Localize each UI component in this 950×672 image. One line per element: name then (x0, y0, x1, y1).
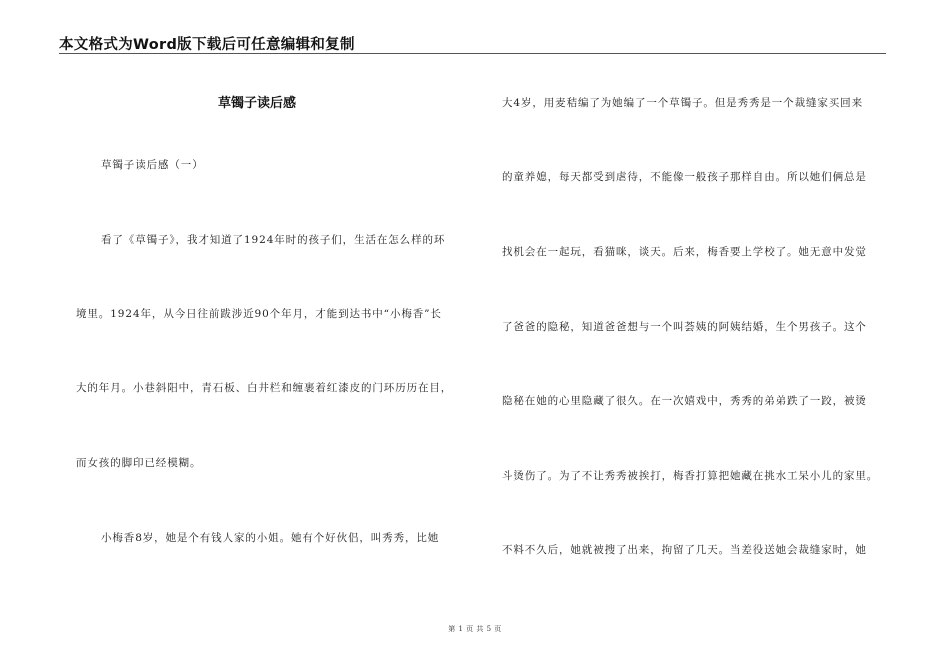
paragraph-line: 大4岁，用麦秸编了为她编了一个草镯子。但是秀秀是一个裁缝家买回来 (502, 97, 863, 109)
paragraph-line: 了爸爸的隐秘，知道爸爸想与一个叫荟姨的阿姨结婚，生个男孩子。这个 (502, 321, 867, 333)
paragraph-line: 而女孩的脚印已经模糊。 (76, 457, 202, 469)
page-number-footer: 第 1 页 共 5 页 (448, 625, 502, 633)
paragraph-line: 斗烫伤了。为了不让秀秀被挨打，梅香打算把她藏在挑水工呆小儿的家里。 (502, 470, 879, 482)
document-header (59, 33, 886, 54)
paragraph-line: 不料不久后，她就被搜了出来，拘留了几天。当差役送她会裁缝家时，她 (502, 544, 867, 556)
paragraph-line: 小梅香8岁，她是个有钱人家的小姐。她有个好伙侣，叫秀秀，比她 (101, 532, 440, 544)
paragraph-line: 的童养媳，每天都受到虐待，不能像一般孩子那样自由。所以她们俩总是 (502, 171, 867, 183)
paragraph-line: 大的年月。小巷斜阳中，青石板、白井栏和缠裹着红漆皮的门环历历在目， (76, 382, 453, 394)
document-title: 草镯子读后感 (218, 96, 297, 111)
paragraph-line: 草镯子读后感（一） (101, 159, 204, 171)
paragraph-line: 境里。1924年，从今日往前跋涉近90个年月，才能到达书中“小梅香”长 (76, 308, 442, 320)
paragraph-line: 找机会在一起玩，看猫咪，谈天。后来，梅香要上学校了。她无意中发觉 (502, 246, 867, 258)
paragraph-line: 看了《草镯子》，我才知道了1924年时的孩子们，生活在怎么样的环 (101, 234, 446, 246)
header-banner-text: 本文格式为Word版下载后可任意编辑和复制 (59, 37, 355, 53)
paragraph-line: 隐秘在她的心里隐藏了很久。在一次嬉戏中，秀秀的弟弟跌了一跤，被烫 (502, 395, 867, 407)
